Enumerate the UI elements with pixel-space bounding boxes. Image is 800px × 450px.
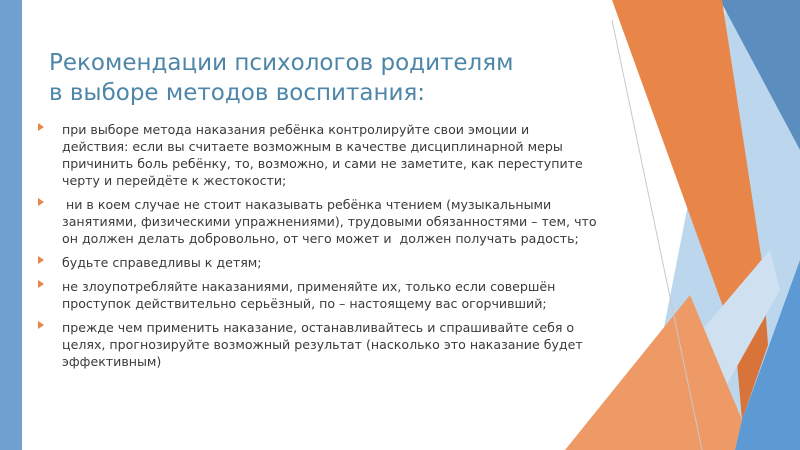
orange-triangle-bullet-icon: [38, 256, 44, 264]
left-stripe: [0, 0, 22, 450]
bullet-text: ни в коем случае не стоит наказывать ребёнка чтением (музыкальными занятиями, физическими упражнениями), трудовыми обязанностями – тем, что он должен делать добровольно, от чего может и должен получать радость;: [62, 197, 601, 246]
slide-title-line-1: Рекомендации психологов родителям: [49, 50, 514, 76]
bullet-text: при выборе метода наказания ребёнка контролируйте свои эмоции и действия: если вы считаете возможным в качестве дисциплинарной меры причинить боль ребёнку, то, возможно, и сами не заметите, как переступите черту и перейдёте к жестокости;: [62, 122, 583, 188]
orange-triangle-bullet-icon: [38, 198, 44, 206]
bullet-text: не злоупотребляйте наказаниями, применяйте их, только если совершён проступок действительно серьёзный, по – настоящему вас огорчивший;: [62, 279, 556, 311]
bullet-text: будьте справедливы к детям;: [62, 255, 262, 270]
bullet-item: [38, 121, 598, 189]
bullet-item: [38, 196, 601, 247]
orange-triangle-bullet-icon: [38, 321, 44, 329]
bullet-text: прежде чем применить наказание, останавливайтесь и спрашивайте себя о целях, прогнозируйте возможный результат (насколько это наказание будет эффективным): [62, 320, 583, 369]
bullet-item: [38, 278, 598, 312]
bullet-item: [38, 254, 598, 271]
slide-title: [49, 48, 589, 108]
bullet-list: [38, 121, 601, 377]
orange-triangle-bullet-icon: [38, 280, 44, 288]
orange-triangle-bullet-icon: [38, 123, 44, 131]
slide-title-line-2: в выборе методов воспитания:: [49, 80, 426, 106]
bullet-item: [38, 319, 598, 370]
